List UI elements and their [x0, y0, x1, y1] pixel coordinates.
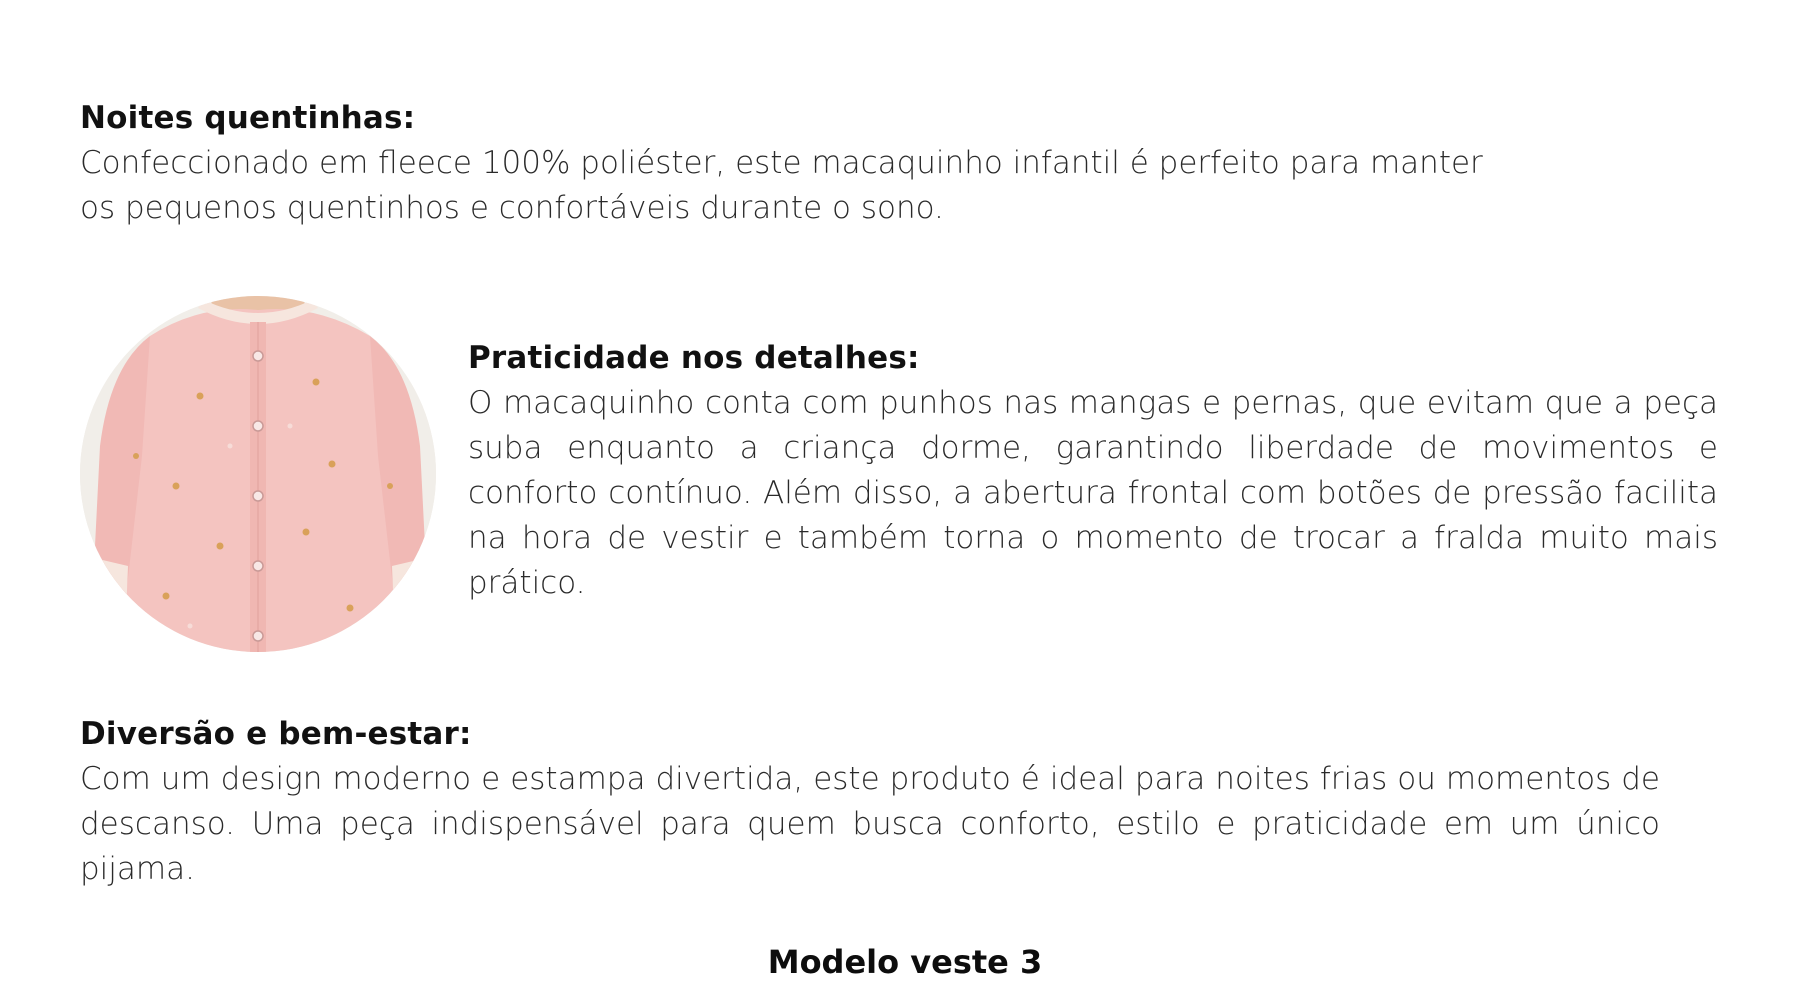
- model-size-label: Modelo veste 3: [767, 943, 1043, 981]
- pink-fleece-romper-photo: [80, 296, 436, 652]
- section-heading: Noites quentinhas:: [80, 100, 416, 136]
- section-heading: Praticidade nos detalhes:: [468, 340, 920, 376]
- section-body-line: os pequenos quentinhos e confortáveis durante o sono.: [80, 190, 944, 226]
- section-noites-quentinhas: [80, 95, 1520, 231]
- section-body: O macaquinho conta com punhos nas mangas e pernas, que evitam que a peça suba enquanto a criança dorme, garantindo liberdade de movimentos e conforto contínuo. Além disso, a abertura frontal com botões de pressão facilita na hora de vestir e também torna o momento de trocar a fralda muito mais prático.: [468, 385, 1718, 601]
- section-heading: Diversão e bem-estar:: [80, 716, 472, 752]
- section-body: Com um design moderno e estampa divertida, este produto é ideal para noites frias ou momentos de descanso. Uma peça indispensável para quem busca conforto, estilo e praticidade em um único pijama.: [80, 761, 1660, 887]
- section-body-line: Confeccionado em fleece 100% poliéster, este macaquinho infantil é perfeito para manter: [80, 145, 1483, 181]
- section-diversao-e-bem-estar: [80, 711, 1660, 892]
- section-praticidade-nos-detalhes: [80, 296, 1720, 656]
